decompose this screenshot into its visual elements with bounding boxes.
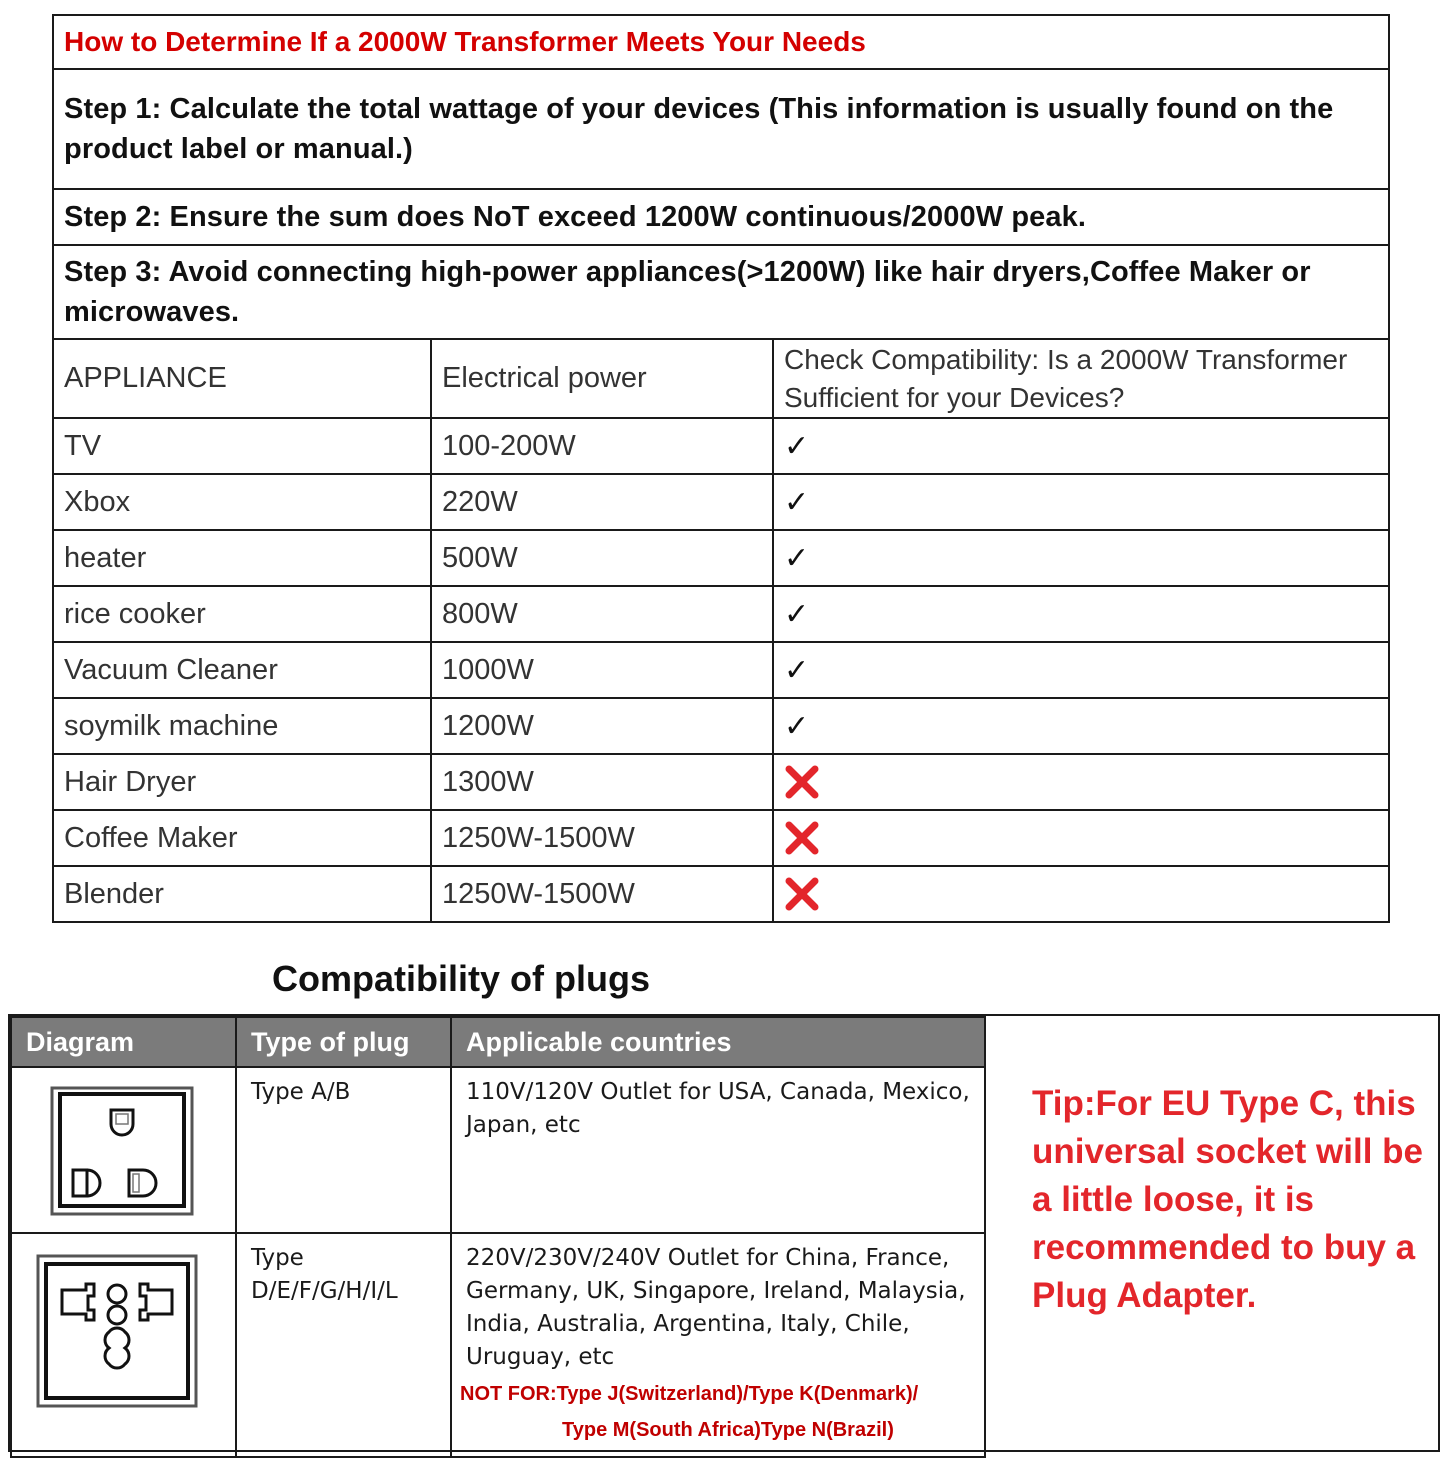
appliance-row (53, 530, 1389, 586)
appliance-row (53, 810, 1389, 866)
appliance-name: Coffee Maker (53, 810, 431, 866)
appliance-name: heater (53, 530, 431, 586)
appliance-row (53, 586, 1389, 642)
step3-row (53, 245, 1389, 339)
step2-row (53, 189, 1389, 245)
compat-cell (773, 810, 1389, 866)
appliance-power: 1300W (431, 754, 773, 810)
appliance-name: soymilk machine (53, 698, 431, 754)
appliance-row (53, 866, 1389, 922)
header-power: Electrical power (431, 339, 773, 418)
appliance-name: Xbox (53, 474, 431, 530)
header-appliance: APPLIANCE (53, 339, 431, 418)
appliance-power: 1200W (431, 698, 773, 754)
compat-cell (773, 586, 1389, 642)
compat-cell (773, 754, 1389, 810)
appliance-name: Blender (53, 866, 431, 922)
wattage-table (52, 14, 1390, 923)
appliance-power: 220W (431, 474, 773, 530)
appliance-name: Hair Dryer (53, 754, 431, 810)
cross-icon (784, 764, 820, 800)
plug-compat-box (8, 1014, 1440, 1452)
cross-icon (784, 876, 820, 912)
appliance-row (53, 698, 1389, 754)
appliance-row (53, 418, 1389, 474)
appliance-rows (53, 418, 1389, 922)
plug-table (10, 1016, 986, 1458)
appliance-row (53, 474, 1389, 530)
appliance-power: 800W (431, 586, 773, 642)
appliance-header-row (53, 339, 1389, 418)
compat-cell (773, 530, 1389, 586)
cross-icon (784, 820, 820, 856)
step3-text: Step 3: Avoid connecting high-power appliances(>1200W) like hair dryers,Coffee Maker or microwaves. (64, 256, 1311, 328)
not-for-note (460, 1376, 970, 1448)
step1-row (53, 69, 1389, 189)
universal-socket-icon (12, 1240, 237, 1430)
check-icon: ✓ (784, 429, 810, 463)
header-plug-type: Type of plug (236, 1017, 451, 1067)
appliance-name: rice cooker (53, 586, 431, 642)
step1-text: Step 1: Calculate the total wattage of your devices (This information is usually found on the product label or manual.) (64, 93, 1334, 165)
countries-universal (451, 1233, 985, 1457)
header-countries: Applicable countries (451, 1017, 985, 1067)
plug-row-ab (11, 1067, 985, 1233)
compat-cell (773, 474, 1389, 530)
check-icon: ✓ (784, 597, 810, 631)
appliance-power: 100-200W (431, 418, 773, 474)
appliance-row (53, 642, 1389, 698)
loose-socket-tip: Tip:For EU Type C, this universal socket will be a little loose, it is recommended to buy a Plug Adapter. (1032, 1084, 1423, 1315)
plug-row-universal (11, 1233, 985, 1457)
appliance-power: 1000W (431, 642, 773, 698)
check-icon: ✓ (784, 653, 810, 687)
check-icon: ✓ (784, 541, 810, 575)
plug-section-title: Compatibility of plugs (272, 958, 650, 999)
compat-cell (773, 698, 1389, 754)
compat-cell (773, 866, 1389, 922)
appliance-power: 500W (431, 530, 773, 586)
header-diagram: Diagram (11, 1017, 236, 1067)
appliance-name: Vacuum Cleaner (53, 642, 431, 698)
wattage-title: How to Determine If a 2000W Transformer Meets Your Needs (64, 26, 866, 57)
diagram-cell-universal (11, 1233, 236, 1457)
plug-header-row (11, 1017, 985, 1067)
not-for-line1: NOT FOR:Type J(Switzerland)/Type K(Denmark)/ (460, 1383, 919, 1405)
not-for-line2: Type M(South Africa)Type N(Brazil) (562, 1419, 894, 1441)
type-ab-socket-icon (12, 1074, 237, 1224)
check-icon: ✓ (784, 485, 810, 519)
appliance-name: TV (53, 418, 431, 474)
diagram-cell-ab (11, 1067, 236, 1233)
plug-type-ab: Type A/B (236, 1067, 451, 1233)
countries-ab: 110V/120V Outlet for USA, Canada, Mexico, Japan, etc (451, 1067, 985, 1233)
wattage-title-row (53, 15, 1389, 69)
compat-cell (773, 642, 1389, 698)
appliance-power: 1250W-1500W (431, 866, 773, 922)
appliance-power: 1250W-1500W (431, 810, 773, 866)
step2-text: Step 2: Ensure the sum does NoT exceed 1200W continuous/2000W peak. (64, 201, 1086, 233)
countries-universal-text: 220V/230V/240V Outlet for China, France, Germany, UK, Singapore, Ireland, Malaysia, India, Australia, Argentina, Italy, Chile, Uruguay, etc (466, 1245, 966, 1370)
appliance-row (53, 754, 1389, 810)
check-icon: ✓ (784, 709, 810, 743)
plug-type-universal: Type D/E/F/G/H/I/L (236, 1233, 451, 1457)
compat-cell (773, 418, 1389, 474)
header-compat: Check Compatibility: Is a 2000W Transformer Sufficient for your Devices? (773, 339, 1389, 418)
